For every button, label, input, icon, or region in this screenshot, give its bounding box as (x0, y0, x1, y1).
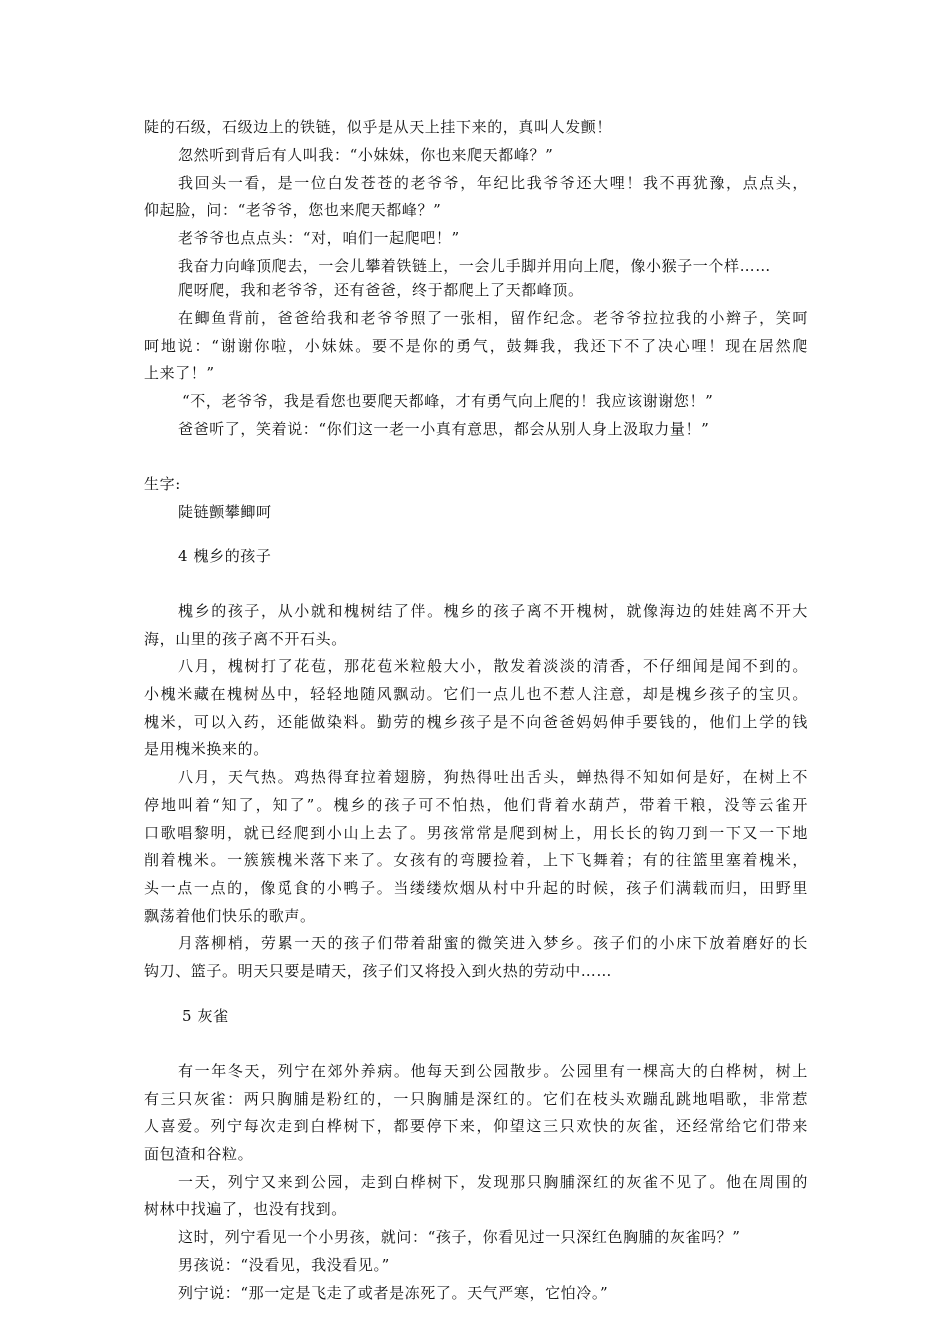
paragraph-line: 陡的石级，石级边上的铁链，似乎是从天上挂下来的，真叫人发颤！ (144, 118, 613, 136)
paragraph-line: 一天，列宁又来到公园，走到白桦树下，发现那只胸脯深红的灰雀不见了。他在周围的 (178, 1173, 808, 1191)
paragraph-line: 我奋力向峰顶爬去，一会儿攀着铁链上，一会儿手脚并用向上爬，像小猴子一个样…… (178, 257, 771, 275)
paragraph-line: 面包渣和谷粒。 (144, 1145, 254, 1163)
paragraph-line: 八月，天气热。鸡热得耷拉着翅膀，狗热得吐出舌头，蝉热得不知如何是好，在树上不 (178, 768, 808, 786)
paragraph-line: 削着槐米。一簇簇槐米落下来了。女孩有的弯腰捡着，上下飞舞着；有的往篮里塞着槐米， (144, 851, 808, 869)
paragraph-line: 八月，槐树打了花苞，那花苞米粒般大小，散发着淡淡的清香，不仔细闻是闻不到的。 (178, 657, 808, 675)
paragraph-line: 树林中找遍了，也没有找到。 (144, 1200, 347, 1218)
paragraph-line: 爬呀爬，我和老爷爷，还有爸爸，终于都爬上了天都峰顶。 (178, 281, 584, 299)
paragraph-line: 上来了！” (144, 364, 215, 382)
vocab-characters: 陡链颤攀鲫呵 (178, 503, 272, 521)
paragraph-line: 我回头一看，是一位白发苍苍的老爷爷，年纪比我爷爷还大哩！我不再犹豫，点点头， (178, 174, 808, 192)
paragraph-line: 有一年冬天，列宁在郊外养病。他每天到公园散步。公园里有一棵高大的白桦树，树上 (178, 1062, 808, 1080)
paragraph-line: 呵地说：“谢谢你啦，小妹妹。要不是你的勇气，鼓舞我，我还下不了决心哩！现在居然爬 (144, 337, 808, 355)
paragraph-line: 人喜爱。列宁每次走到白桦树下，都要停下来，仰望这三只欢快的灰雀，还经常给它们带来 (144, 1117, 808, 1135)
paragraph-line: 飘荡着他们快乐的歌声。 (144, 907, 316, 925)
paragraph-line: 口歌唱黎明，就已经爬到小山上去了。男孩常常是爬到树上，用长长的钩刀到一下又一下地 (144, 824, 808, 842)
paragraph-line: 月落柳梢，劳累一天的孩子们带着甜蜜的微笑进入梦乡。孩子们的小床下放着磨好的长 (178, 934, 808, 952)
vocab-label: 生字: (144, 475, 181, 493)
paragraph-line: 在鲫鱼背前，爸爸给我和老爷爷照了一张相，留作纪念。老爷爷拉拉我的小辫子，笑呵 (178, 309, 808, 327)
paragraph-line: 钩刀、篮子。明天只要是晴天，孩子们又将投入到火热的劳动中…… (144, 962, 613, 980)
paragraph-line: 仰起脸，问：“老爷爷，您也来爬天都峰？” (144, 201, 442, 219)
paragraph-line: 小槐米藏在槐树丛中，轻轻地随风飘动。它们一点儿也不惹人注意，却是槐乡孩子的宝贝。 (144, 685, 808, 703)
paragraph-line: 列宁说：“那一定是飞走了或者是冻死了。天气严寒，它怕冷。” (178, 1284, 609, 1302)
section-title: 4 槐乡的孩子 (178, 547, 272, 565)
paragraph-line: 这时，列宁看见一个小男孩，就问：“孩子，你看见过一只深红色胸脯的灰雀吗？” (178, 1228, 741, 1246)
paragraph-line: 海，山里的孩子离不开石头。 (144, 630, 347, 648)
paragraph-line: 有三只灰雀：两只胸脯是粉红的，一只胸脯是深红的。它们在枝头欢蹦乱跳地唱歌，非常惹 (144, 1090, 808, 1108)
paragraph-line: 头一点一点的，像觅食的小鸭子。当缕缕炊烟从村中升起的时候，孩子们满载而归，田野里 (144, 879, 808, 897)
paragraph-line: 男孩说：“没看见，我没看见。” (178, 1256, 390, 1274)
paragraph-line: 老爷爷也点点头：“对，咱们一起爬吧！” (178, 229, 460, 247)
section-title: 5 灰雀 (182, 1007, 229, 1025)
paragraph-line: 停地叫着“知了，知了”。槐乡的孩子可不怕热，他们背着水葫芦，带着干粮，没等云雀开 (144, 796, 808, 814)
paragraph-line: 爸爸听了，笑着说：“你们这一老一小真有意思，都会从别人身上汲取力量！” (178, 420, 710, 438)
paragraph-line: “不，老爷爷，我是看您也要爬天都峰，才有勇气向上爬的！我应该谢谢您！” (182, 392, 714, 410)
paragraph-line: 槐乡的孩子，从小就和槐树结了伴。槐乡的孩子离不开槐树，就像海边的娃娃离不开大 (178, 602, 808, 620)
paragraph-line: 忽然听到背后有人叫我：“小妹妹，你也来爬天都峰？” (178, 146, 554, 164)
paragraph-line: 是用槐米换来的。 (144, 740, 269, 758)
paragraph-line: 槐米，可以入药，还能做染料。勤劳的槐乡孩子是不向爸爸妈妈伸手要钱的，他们上学的钱 (144, 713, 808, 731)
